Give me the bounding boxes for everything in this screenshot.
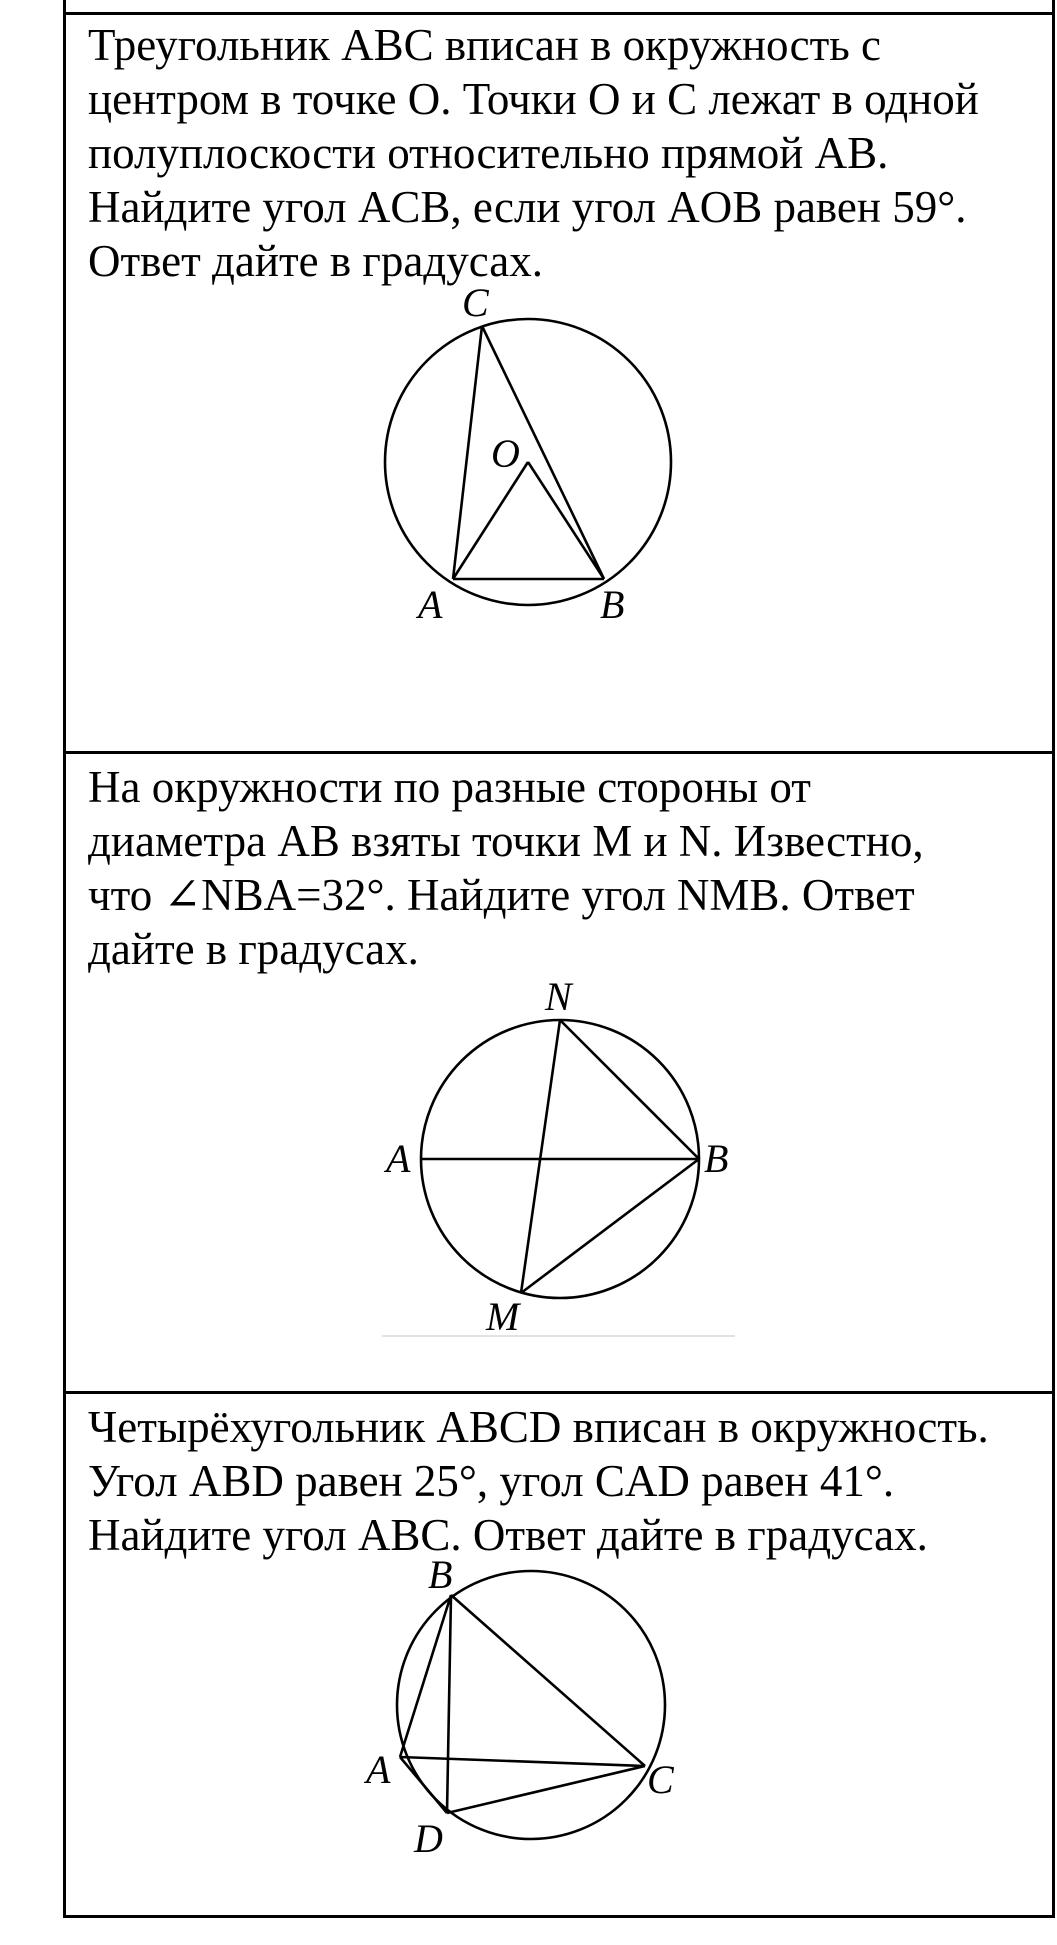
segment-bd [447,1595,451,1813]
segment-ad [400,1757,447,1813]
problem-3-line: Найдите угол ABC. Ответ дайте в градусах. [88,1510,928,1560]
point-label-b: B [428,1552,453,1597]
segment-bc [451,1595,645,1766]
problem-1-line: Ответ дайте в градусах. [88,236,543,286]
problem-1-line: Найдите угол ACB, если угол AOB равен 59°. [88,182,967,232]
problem-1-line: полуплоскости относительно прямой AB. [88,128,889,178]
problem-2-line: На окружности по разные стороны от [88,762,811,812]
point-label-o: O [491,431,520,476]
problem-3-line: Угол ABD равен 25°, угол CAD равен 41°. [88,1456,895,1506]
point-label-b: B [704,1136,729,1181]
point-label-c: C [647,1757,674,1802]
problem-1-line: центром в точке O. Точки O и C лежат в одной [88,74,979,124]
point-label-m: M [486,1294,520,1339]
problem-3-line: Четырёхугольник ABCD вписан в окружность. [88,1402,989,1452]
point-label-a: A [386,1136,411,1181]
problem-1-line: Треугольник ABC вписан в окружность с [88,20,881,70]
point-label-b: B [600,582,625,627]
problem-2-line: что ∠NBA=32°. Найдите угол NMB. Ответ [88,870,915,920]
segment-ba [400,1595,451,1757]
problem-2-line: дайте в градусах. [88,924,419,974]
point-label-n: N [545,974,572,1019]
circumcircle [397,1571,665,1839]
problem-2-line: диаметра AB взяты точки M и N. Известно, [88,816,924,866]
point-label-a: A [366,1747,391,1792]
segment-ac [400,1757,645,1766]
point-label-c: C [462,280,489,325]
point-label-a: A [418,582,443,627]
segment-dc [447,1766,645,1813]
point-label-d: D [414,1816,443,1861]
